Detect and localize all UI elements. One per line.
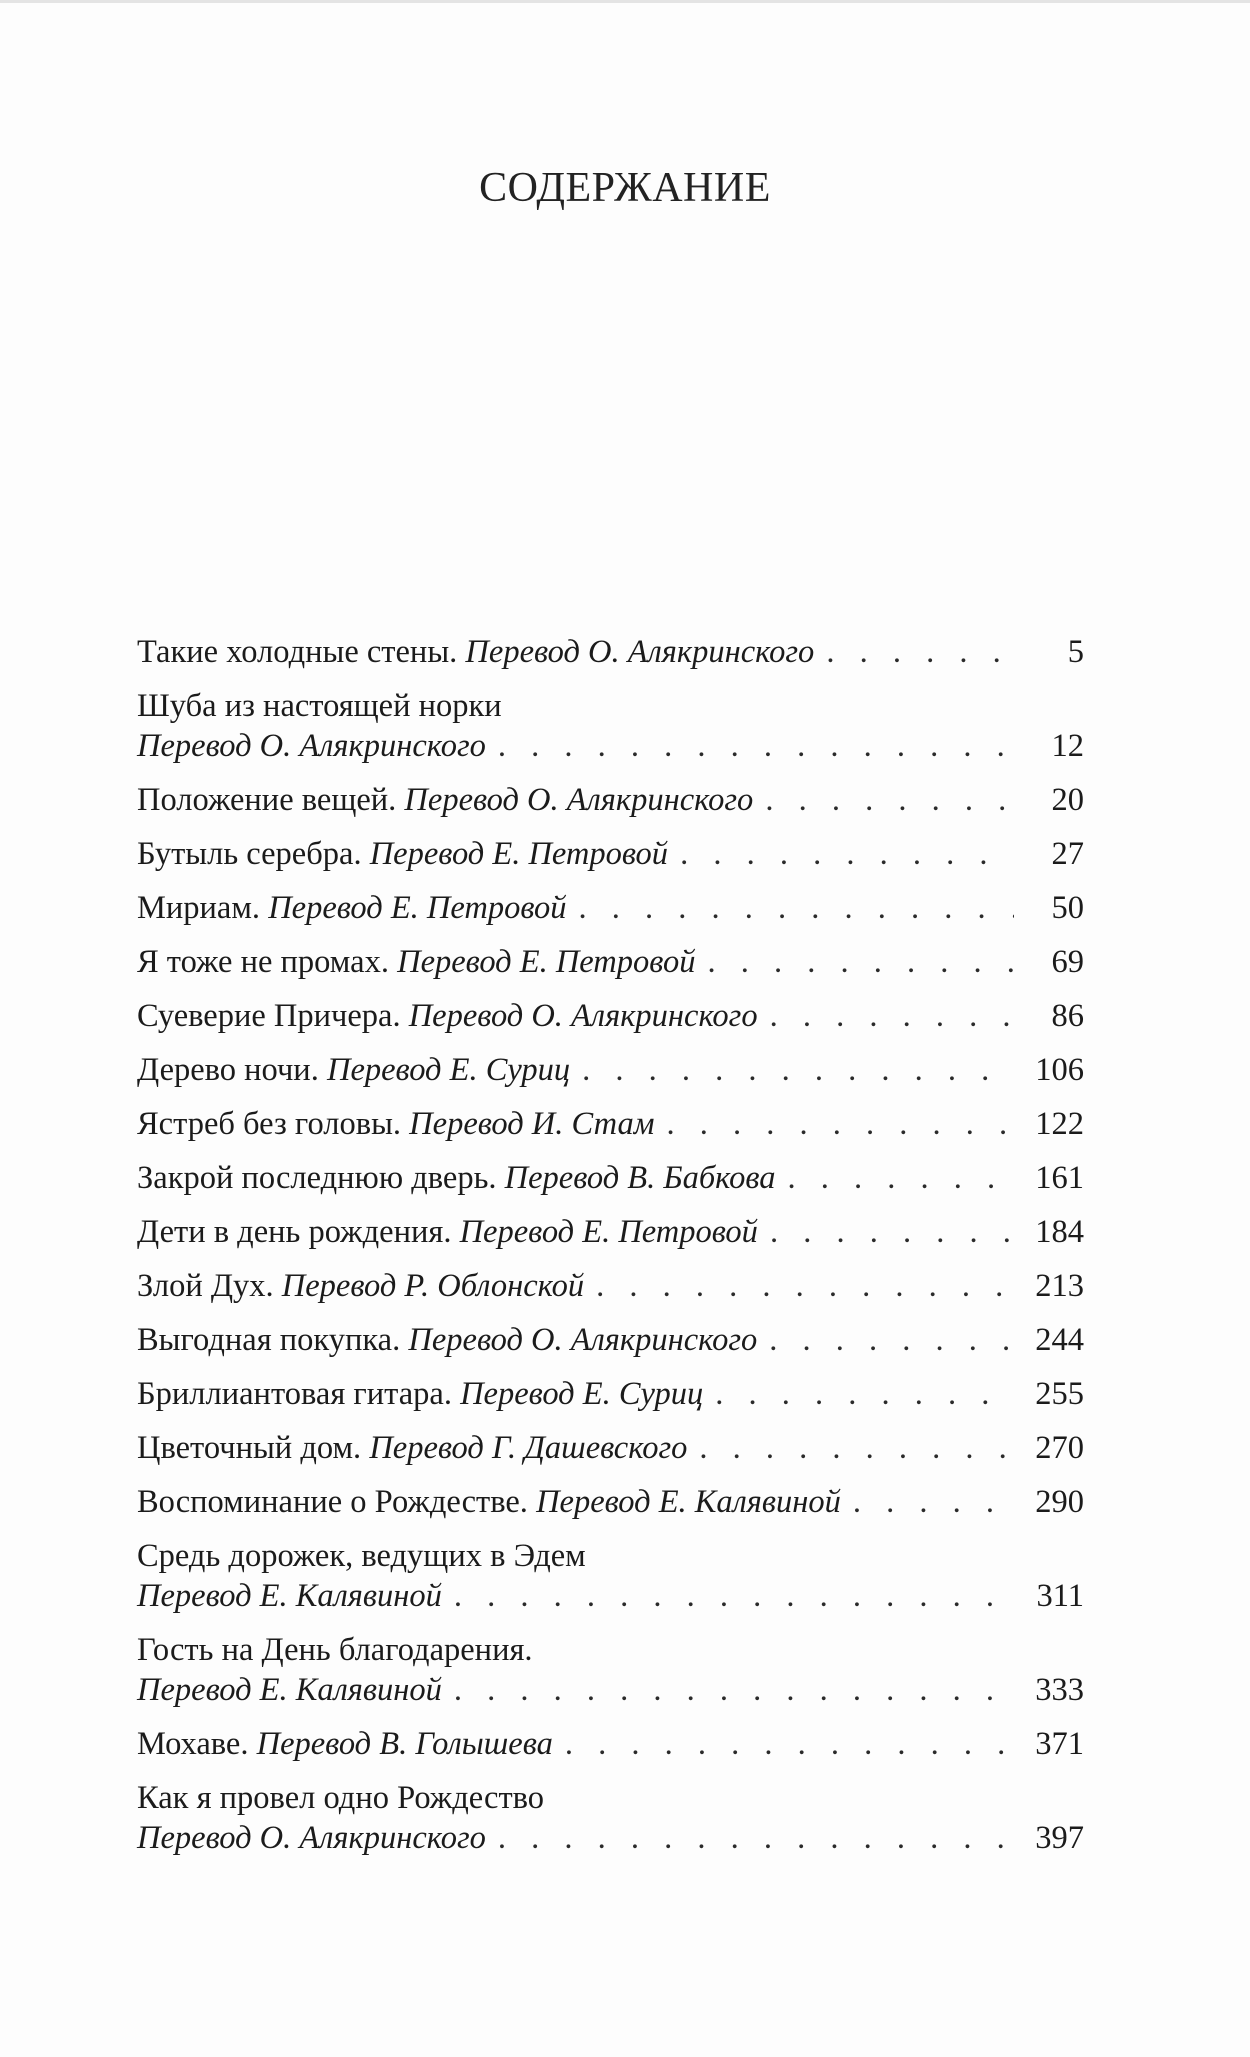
toc-line [137,726,1084,766]
toc-line [137,1428,1084,1468]
toc-line [137,942,1084,982]
toc-entry-label [137,1374,703,1414]
toc-entry-translator: Перевод В. Голышева [256,1726,553,1762]
toc-entry-title: Выгодная покупка. [137,1322,401,1358]
toc-entry-title: Ястреб без головы. [137,1106,402,1142]
toc-entry[interactable] [137,1104,1084,1144]
toc-line [137,1374,1084,1414]
toc-entry-title: Такие холодные стены. [137,634,458,670]
toc-entry-label [137,834,668,874]
dot-leader [498,1818,1014,1858]
toc-entry-label [137,1320,757,1360]
toc-entry-page-number: 161 [1035,1160,1084,1196]
toc-line [137,834,1084,874]
toc-entry-label [137,1212,758,1252]
toc-entry-translator: Перевод О. Алякринского [137,728,486,764]
toc-entry-page-number: 106 [1035,1052,1084,1088]
dot-leader [667,1104,1014,1144]
toc-entry-page-number: 69 [1051,944,1084,980]
toc-entry[interactable] [137,1630,1084,1710]
toc-entry-label [137,1266,584,1306]
toc-entry-label [137,1482,841,1522]
toc-entry-label [137,1158,776,1198]
dot-leader [770,996,1014,1036]
toc-entry-label [137,1724,553,1764]
toc-entry-label [137,726,486,766]
toc-entry-title: Суеверие Причера. [137,998,401,1034]
toc-entry-page-number: 213 [1035,1268,1084,1304]
toc-entry-label [137,942,695,982]
toc-entry-title: Шуба из настоящей норки [137,688,502,724]
toc-entry[interactable] [137,888,1084,928]
dot-leader [454,1576,1014,1616]
toc-entry-translator: Перевод Е. Суриц [460,1376,704,1412]
toc-line [137,1104,1084,1144]
toc-entry[interactable] [137,1050,1084,1090]
toc-entry-translator: Перевод Е. Петровой [369,836,669,872]
toc-line [137,632,1084,672]
toc-entry-page-number: 244 [1035,1322,1084,1358]
toc-entry-title: Злой Дух. [137,1268,274,1304]
toc-entry-translator: Перевод Е. Петровой [459,1214,758,1250]
toc-entry-translator: Перевод О. Алякринского [465,634,815,670]
toc-entry-label [137,1050,570,1090]
toc-entry[interactable] [137,1320,1084,1360]
toc-entry-label [137,780,753,820]
dot-leader [770,1212,1014,1252]
toc-entry[interactable] [137,1778,1084,1858]
dot-leader [498,726,1014,766]
dot-leader [565,1724,1014,1764]
toc-entry-title: Дети в день рождения. [137,1214,452,1250]
toc-entry-title: Я тоже не промах. [137,944,389,980]
toc-entry-label [137,1818,486,1858]
toc-entry-translator: Перевод Е. Суриц [326,1052,571,1088]
dot-leader [765,780,1014,820]
toc-entry-translator: Перевод Г. Дашевского [369,1430,688,1466]
toc-entry[interactable] [137,1158,1084,1198]
toc-entry-translator: Перевод Е. Калявиной [536,1484,841,1520]
toc-entry-page-number: 184 [1035,1214,1084,1250]
toc-entry[interactable] [137,632,1084,672]
dot-leader [680,834,1014,874]
toc-entry-page-number: 270 [1035,1430,1084,1466]
toc-entry-label [137,1104,655,1144]
toc-entry-label [137,1576,442,1616]
toc-entry[interactable] [137,942,1084,982]
toc-entry[interactable] [137,996,1084,1036]
toc-entry-page-number: 122 [1035,1106,1084,1142]
toc-line [137,1670,1084,1710]
toc-entry-page-number: 290 [1035,1484,1084,1520]
toc-entry-translator: Перевод О. Алякринского [404,782,754,818]
toc-line [137,1482,1084,1522]
toc-entry-page-number: 371 [1035,1726,1084,1762]
dot-leader [788,1158,1014,1198]
dot-leader [769,1320,1014,1360]
toc-entry[interactable] [137,686,1084,766]
toc-line [137,1320,1084,1360]
toc-entry-translator: Перевод И. Стам [409,1106,655,1142]
toc-entry-title: Воспоминание о Рождестве. [137,1484,528,1520]
dot-leader [596,1266,1014,1306]
toc-entry-label [137,632,814,672]
toc-line [137,1212,1084,1252]
toc-entry[interactable] [137,1212,1084,1252]
toc-entry-label [137,1670,442,1710]
toc-entry-translator: Перевод О. Алякринского [408,998,758,1034]
toc-entry-page-number: 50 [1051,890,1084,926]
toc-entry[interactable] [137,1266,1084,1306]
toc-line [137,1576,1084,1616]
toc-line [137,996,1084,1036]
dot-leader [826,632,1014,672]
toc-entry-translator: Перевод О. Алякринского [408,1322,758,1358]
toc-entry-title: Как я провел одно Рождество [137,1780,545,1816]
dot-leader [579,888,1014,928]
toc-line [137,1050,1084,1090]
dot-leader [582,1050,1014,1090]
toc-entry-title: Бриллиантовая гитара. [137,1376,452,1412]
toc-entry-translator: Перевод Е. Калявиной [137,1672,442,1708]
toc-entry[interactable] [137,1536,1084,1616]
toc-entry-translator: Перевод Е. Калявиной [137,1578,442,1614]
toc-entry-page-number: 20 [1051,782,1084,818]
toc-line [137,1724,1084,1764]
toc-entry-page-number: 86 [1051,998,1084,1034]
toc-entry-title: Положение вещей. [137,782,397,818]
toc-entry-title: Цветочный дом. [137,1430,362,1466]
toc-entry-translator: Перевод Е. Петровой [268,890,567,926]
toc-entry-title: Гость на День благодарения. [137,1632,533,1668]
toc-entry-label [137,1428,687,1468]
dot-leader [853,1482,1014,1522]
toc-entry-translator: Перевод В. Бабкова [504,1160,776,1196]
page-title: СОДЕРЖАНИЕ [479,165,771,211]
toc-entry-page-number: 5 [1067,634,1084,670]
toc-line [137,888,1084,928]
toc-line [137,1266,1084,1306]
toc-entry-page-number: 255 [1035,1376,1084,1412]
toc-line [137,780,1084,820]
toc-line [137,1818,1084,1858]
toc-entry-title: Бутыль серебра. [137,836,362,872]
toc-entry-title: Средь дорожек, ведущих в Эдем [137,1538,586,1574]
toc-entry-label [137,996,758,1036]
toc-entry[interactable] [137,1724,1084,1764]
toc-entry-title: Мохаве. [137,1726,249,1762]
toc-entry-title: Дерево ночи. [137,1052,319,1088]
dot-leader [715,1374,1014,1414]
toc-entry-translator: Перевод Е. Петровой [397,944,696,980]
toc-entry-title: Закрой последнюю дверь. [137,1160,497,1196]
toc-entry[interactable] [137,1374,1084,1414]
top-border [0,0,1250,3]
toc-entry-page-number: 397 [1035,1820,1084,1856]
toc-entry-translator: Перевод Р. Облонской [281,1268,585,1304]
toc-entry[interactable] [137,1428,1084,1468]
toc-entry-label [137,888,567,928]
toc-line [137,1158,1084,1198]
toc-entry[interactable] [137,834,1084,874]
toc-entry-page-number: 12 [1051,728,1084,764]
toc-entry[interactable] [137,780,1084,820]
toc-entry-page-number: 311 [1036,1578,1084,1614]
toc-entry-title: Мириам. [137,890,261,926]
toc-entry[interactable] [137,1482,1084,1522]
toc-entry-translator: Перевод О. Алякринского [137,1820,486,1856]
toc-entry-page-number: 333 [1035,1672,1084,1708]
toc-entry-page-number: 27 [1051,836,1084,872]
table-of-contents [137,632,1084,1872]
dot-leader [699,1428,1014,1468]
dot-leader [707,942,1014,982]
dot-leader [454,1670,1014,1710]
